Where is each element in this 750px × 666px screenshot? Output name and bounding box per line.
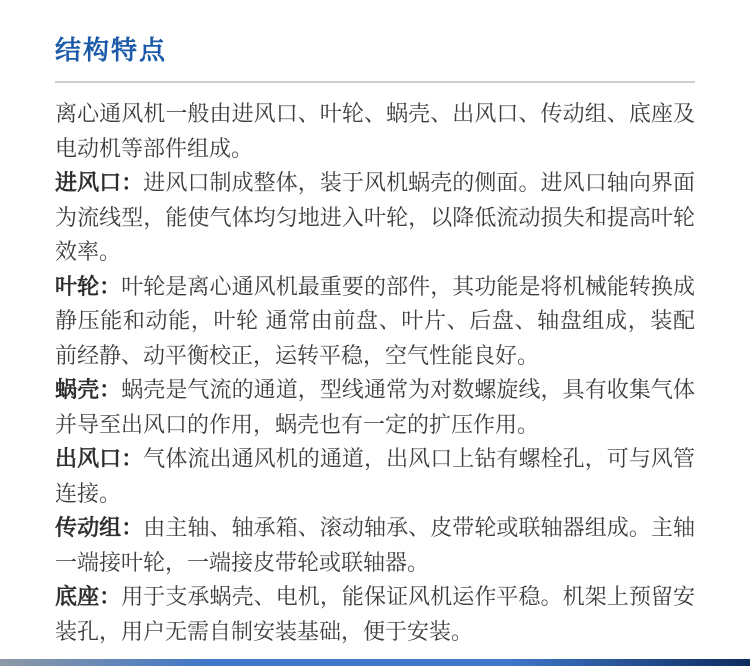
section-text: 用于支承蜗壳、电机，能保证风机运作平稳。机架上预留安装孔，用户无需自制安装基础，便于安装。 (55, 584, 695, 644)
body-text (55, 97, 695, 649)
section-term: 进风口： (55, 170, 144, 195)
section-paragraph-outlet (55, 442, 695, 511)
section-text: 进风口制成整体，装于风机蜗壳的侧面。进风口轴向界面为流线型，能使气体均匀地进入叶轮，以降低流动损失和提高叶轮效率。 (55, 170, 695, 264)
section-term: 蜗壳： (55, 377, 122, 402)
section-text: 由主轴、轴承箱、滚动轴承、皮带轮或联轴器组成。主轴一端接叶轮，一端接皮带轮或联轴器。 (55, 515, 695, 575)
section-paragraph-drive-group (55, 511, 695, 580)
section-term: 底座： (55, 584, 122, 609)
section-text: 蜗壳是气流的通道，型线通常为对数螺旋线，具有收集气体并导至出风口的作用，蜗壳也有一定的扩压作用。 (55, 377, 695, 437)
section-text: 叶轮是离心通风机最重要的部件，其功能是将机械能转换成静压能和动能，叶轮 通常由前盘、叶片、后盘、轴盘组成，装配前经静、动平衡校正，运转平稳，空气性能良好。 (55, 273, 695, 368)
section-text: 气体流出通风机的通道，出风口上钻有螺栓孔，可与风管连接。 (55, 446, 695, 506)
intro-text: 离心通风机一般由进风口、叶轮、蜗壳、出风口、传动组、底座及电动机等部件组成。 (55, 101, 695, 161)
section-term: 传动组： (55, 515, 144, 540)
section-paragraph-base (55, 580, 695, 649)
section-paragraph-impeller (55, 270, 695, 374)
footer-gradient-bar (0, 659, 750, 666)
section-term: 出风口： (55, 446, 144, 471)
page-title: 结构特点 (55, 35, 168, 65)
section-paragraph-inlet (55, 166, 695, 270)
section-paragraph-volute (55, 373, 695, 442)
section-term: 叶轮： (55, 273, 122, 299)
intro-paragraph (55, 97, 695, 166)
title-divider (55, 81, 695, 83)
